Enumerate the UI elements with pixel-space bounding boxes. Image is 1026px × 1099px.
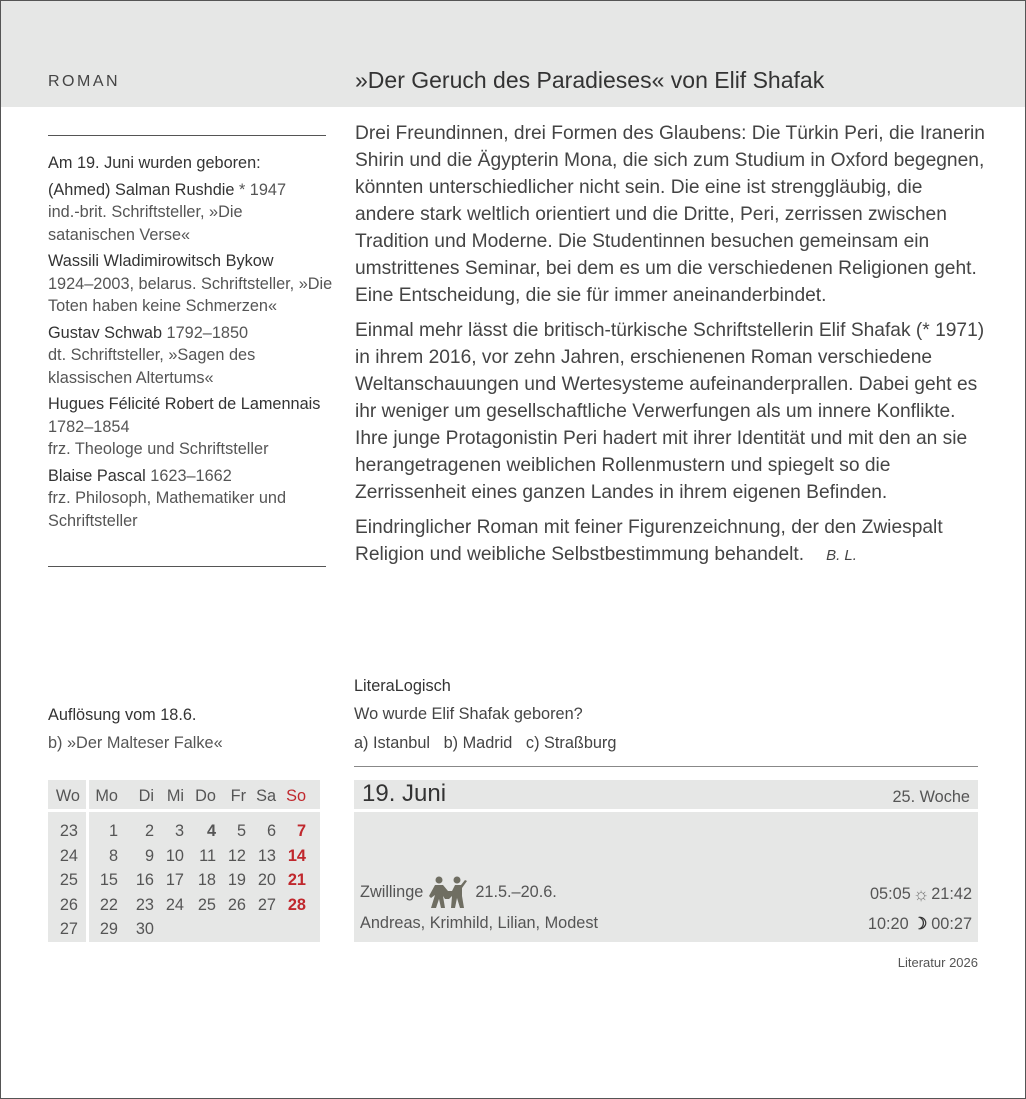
solution-answer: b) »Der Malteser Falke« [48, 734, 223, 752]
calendar-day[interactable]: 18 [197, 871, 216, 889]
page-title: »Der Geruch des Paradieses« von Elif Shafak [355, 67, 825, 93]
calendar-day[interactable]: 9 [144, 846, 154, 865]
weekday-header: Sa [256, 787, 276, 805]
calendar-day[interactable]: 25 [197, 895, 216, 914]
calendar-day[interactable]: 24 [165, 895, 184, 914]
weekday-header: Di [138, 787, 154, 805]
moonset: 00:27 [931, 914, 972, 933]
births-heading: Am 19. Juni wurden geboren: [48, 154, 261, 172]
calendar-day[interactable]: 30 [135, 920, 154, 938]
calendar-day[interactable]: 14 [287, 846, 306, 865]
signature: B. L. [826, 547, 857, 564]
birth-entry [48, 393, 333, 461]
birth-entry [48, 179, 333, 247]
birth-entry [48, 322, 333, 390]
zodiac-range: 21.5.–20.6. [475, 882, 557, 901]
person-desc: dt. Schriftsteller, »Sagen des klassischen Altertums« [48, 346, 256, 387]
divider [48, 566, 326, 567]
divider [354, 766, 978, 767]
day-date: 19. Juni [362, 780, 447, 807]
week-number-cell: 24 [59, 846, 78, 865]
person-desc: frz. Philosoph, Mathematiker und Schriftsteller [48, 489, 287, 530]
article-paragraph: Drei Freundinnen, drei Formen des Glaubens: Die Türkin Peri, die Iranerin Shirin und die Ägypterin Mona, die sich zum Studium in Oxford begegnen, könnten unterschiedlicher nicht sein. Die eine ist strenggläubig, die andere stark weltlich orientiert und die Dritte, Peri, zerrissen zwischen Tradition und Moderne. Die Studentinnen besuchen gemeinsam ein umstrittenes Seminar, bei dem es um die verschiedenen Religionen geht. Eine Entscheidung, die sie für immer aneinanderbindet. [355, 123, 985, 306]
person-years: 1792–1850 [162, 323, 249, 342]
week-number-cell: 27 [59, 920, 78, 938]
weekday-header: Do [195, 787, 216, 805]
sun-icon: ☼ [912, 884, 930, 904]
solution-heading: Auflösung vom 18.6. [48, 706, 197, 724]
article [355, 120, 985, 577]
person-name: (Ahmed) Salman Rushdie [48, 180, 235, 199]
section-label: ROMAN [48, 73, 121, 90]
calendar-day[interactable]: 7 [296, 822, 306, 840]
person-name: Hugues Félicité Robert de Lamennais [48, 395, 321, 413]
calendar-day[interactable]: 12 [227, 846, 246, 865]
calendar-day[interactable]: 22 [99, 895, 118, 914]
article-paragraph: Einmal mehr lässt die britisch-türkische Schriftstellerin Elif Shafak (* 1971) in ihrem 2016, vor zehn Jahren, erschienenen Roman verschiedene Weltanschauungen und Wertesysteme aufeinanderprallen. Dabei geht es ihr weniger um gesellschaftliche Verwerfungen als um innere Konflikte. Ihre junge Protagonistin Peri hadert mit ihrer Identität und mit den an sie herangetragenen weiblichen Rollenmustern und spiegelt so die Zerrissenheit eines ganzen Landes in ihrem eigenen Befinden. [355, 320, 985, 503]
calendar-day[interactable]: 3 [174, 822, 184, 840]
person-name: Wassili Wladimirowitsch Bykow [48, 252, 274, 270]
gemini-twins-icon [429, 876, 469, 908]
footer-label: Literatur 2026 [897, 955, 978, 970]
calendar-day[interactable]: 10 [165, 846, 184, 865]
weekday-header: Fr [230, 787, 246, 805]
moon-times [868, 914, 972, 934]
calendar-day[interactable]: 13 [257, 846, 276, 865]
week-number-cell: 25 [59, 871, 78, 889]
quiz-question: Wo wurde Elif Shafak geboren? [354, 705, 583, 723]
calendar-day[interactable]: 23 [135, 895, 154, 914]
calendar-day[interactable]: 6 [266, 822, 276, 840]
week-number-cell: 26 [59, 895, 78, 914]
article-paragraph: Eindringlicher Roman mit feiner Figurenzeichnung, der den Zwiespalt Religion und weibliche Selbstbestimmung behandelt. B. L. [355, 517, 943, 565]
weekday-header: Mi [166, 787, 184, 805]
birth-entry [48, 465, 333, 533]
person-desc: 1924–2003, belarus. Schriftsteller, »Die Toten haben keine Schmerzen« [48, 274, 333, 315]
calendar-day[interactable]: 17 [165, 871, 184, 889]
person-desc: frz. Theologe und Schriftsteller [48, 440, 269, 458]
day-header [354, 780, 978, 812]
week-number: 25. Woche [892, 788, 970, 806]
birth-entry [48, 250, 333, 318]
calendar-day[interactable]: 2 [144, 822, 154, 840]
calendar-day[interactable]: 8 [108, 846, 118, 865]
calendar-day[interactable]: 5 [236, 822, 246, 840]
person-years: * 1947 [234, 180, 287, 199]
person-years: 1623–1662 [145, 466, 232, 485]
week-number-cell: 23 [59, 822, 78, 840]
calendar-day[interactable]: 11 [199, 846, 216, 865]
person-desc: ind.-brit. Schriftsteller, »Die satanischen Verse« [48, 203, 243, 244]
person-years: 1782–1854 [48, 417, 130, 436]
divider [48, 135, 326, 136]
calendar-day[interactable]: 27 [257, 895, 276, 914]
quiz-options: a) Istanbul b) Madrid c) Straßburg [354, 734, 617, 752]
moonrise: 10:20 [867, 914, 909, 933]
calendar-day[interactable]: 26 [227, 895, 246, 914]
moon-icon: ☽ [912, 915, 928, 933]
calendar-day[interactable]: 29 [99, 920, 118, 938]
calendar-day[interactable]: 16 [135, 871, 154, 889]
calendar-day[interactable]: 19 [227, 871, 246, 889]
name-days: Andreas, Krimhild, Lilian, Modest [360, 914, 598, 932]
quiz-title: LiteraLogisch [354, 677, 451, 695]
person-name: Gustav Schwab [48, 323, 163, 342]
calendar-day[interactable]: 4 [206, 822, 216, 840]
sunrise: 05:05 [870, 885, 911, 903]
calendar-day[interactable]: 1 [108, 822, 118, 840]
person-name: Blaise Pascal [48, 466, 146, 485]
zodiac-row [360, 876, 557, 908]
calendar-day[interactable]: 28 [287, 895, 306, 914]
day-box [354, 780, 978, 942]
births-list [48, 152, 333, 536]
calendar-day[interactable]: 20 [257, 871, 276, 889]
calendar-day[interactable]: 21 [287, 871, 306, 889]
calendar-day[interactable]: 15 [99, 871, 118, 889]
weekday-header: Mo [95, 787, 118, 805]
sun-times [870, 884, 972, 905]
weekday-header: Wo [55, 787, 80, 805]
weekday-header: So [286, 787, 306, 805]
sunset: 21:42 [931, 885, 972, 903]
zodiac-name: Zwillinge [360, 882, 424, 901]
month-calendar [48, 780, 320, 942]
